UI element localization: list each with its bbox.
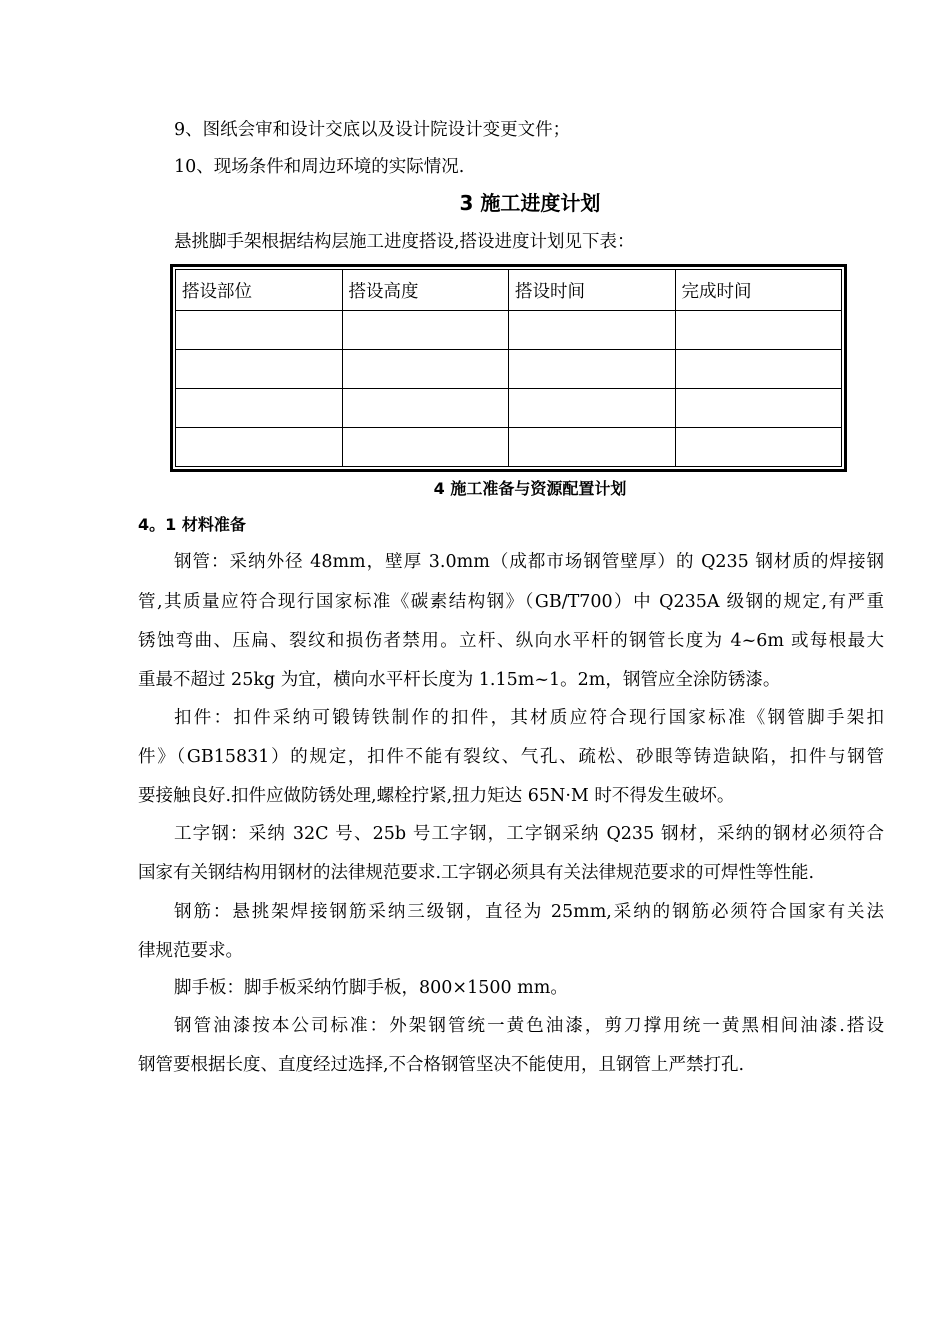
header-cell: 搭设部位 (176, 270, 343, 311)
list-item: 10、现场条件和周边环境的实际情况. (174, 157, 465, 177)
subsection-4-1-title: 4。1 材料准备 (138, 515, 246, 534)
paragraph-line: 钢管油漆按本公司标准：外架钢管统一黄色油漆，剪刀撑用统一黄黑相间油漆.搭设 (174, 1016, 884, 1036)
paragraph-line: 工字钢：采纳 32C 号、25b 号工字钢，工字钢采纳 Q235 钢材，采纳的钢材必须符合 (174, 824, 884, 844)
paragraph-line: 律规范要求。 (138, 941, 243, 961)
paragraph-line: 钢筋：悬挑架焊接钢筋采纳三级钢，直径为 25mm,采纳的钢筋必须符合国家有关法 (174, 902, 884, 922)
paragraph-line: 脚手板：脚手板采纳竹脚手板，800×1500 mm。 (174, 978, 568, 998)
header-cell: 搭设时间 (509, 270, 676, 311)
paragraph-line: 钢管：采纳外径 48mm，壁厚 3.0mm（成都市场钢管壁厚）的 Q235 钢材质的焊接钢 (174, 552, 884, 572)
table-cell (342, 389, 509, 428)
table-cell (342, 428, 509, 467)
table-cell (675, 389, 842, 428)
paragraph-line: 国家有关钢结构用钢材的法律规范要求.工字钢必须具有关法律规范要求的可焊性等性能. (138, 863, 815, 883)
section-4-title: 4 施工准备与资源配置计划 (433, 479, 627, 498)
paragraph-line: 钢管要根据长度、直度经过选择,不合格钢管坚决不能使用，且钢管上严禁打孔. (138, 1055, 745, 1075)
table-cell (509, 311, 676, 350)
table-cell (176, 311, 343, 350)
schedule-table (170, 264, 847, 472)
paragraph-line: 重最不超过 25kg 为宜，横向水平杆长度为 1.15m~1。2m，钢管应全涂防锈漆。 (138, 670, 781, 690)
section-3-title: 3 施工进度计划 (459, 191, 601, 215)
table-row (176, 389, 842, 428)
paragraph-line: 锈蚀弯曲、压扁、裂纹和损伤者禁用。立杆、纵向水平杆的钢管长度为 4~6m 或每根最大 (138, 631, 884, 651)
table-cell (176, 389, 343, 428)
section-3-intro: 悬挑脚手架根据结构层施工进度搭设,搭设进度计划见下表： (174, 232, 635, 252)
paragraph-line: 管,其质量应符合现行国家标准《碳素结构钢》（GB/T700）中 Q235A 级钢的规定,有严重 (138, 592, 884, 612)
table-cell (675, 311, 842, 350)
table-row (176, 428, 842, 467)
header-cell: 搭设高度 (342, 270, 509, 311)
table-row (176, 311, 842, 350)
table-cell (342, 311, 509, 350)
table-cell (675, 428, 842, 467)
paragraph-line: 件》（GB15831）的规定，扣件不能有裂纹、气孔、疏松、砂眼等铸造缺陷，扣件与钢管 (138, 747, 884, 767)
table-cell (176, 350, 343, 389)
table-cell (342, 350, 509, 389)
table-cell (509, 389, 676, 428)
table-row (176, 350, 842, 389)
list-item: 9、图纸会审和设计交底以及设计院设计变更文件； (174, 120, 571, 140)
header-cell: 完成时间 (675, 270, 842, 311)
table-cell (509, 428, 676, 467)
table-cell (509, 350, 676, 389)
table-cell (675, 350, 842, 389)
table-header-row (176, 270, 842, 311)
paragraph-line: 扣件：扣件采纳可锻铸铁制作的扣件，其材质应符合现行国家标准《钢管脚手架扣 (174, 708, 884, 728)
paragraph-line: 要接触良好.扣件应做防锈处理,螺栓拧紧,扭力矩达 65N·M 时不得发生破坏。 (138, 786, 735, 806)
table-cell (176, 428, 343, 467)
